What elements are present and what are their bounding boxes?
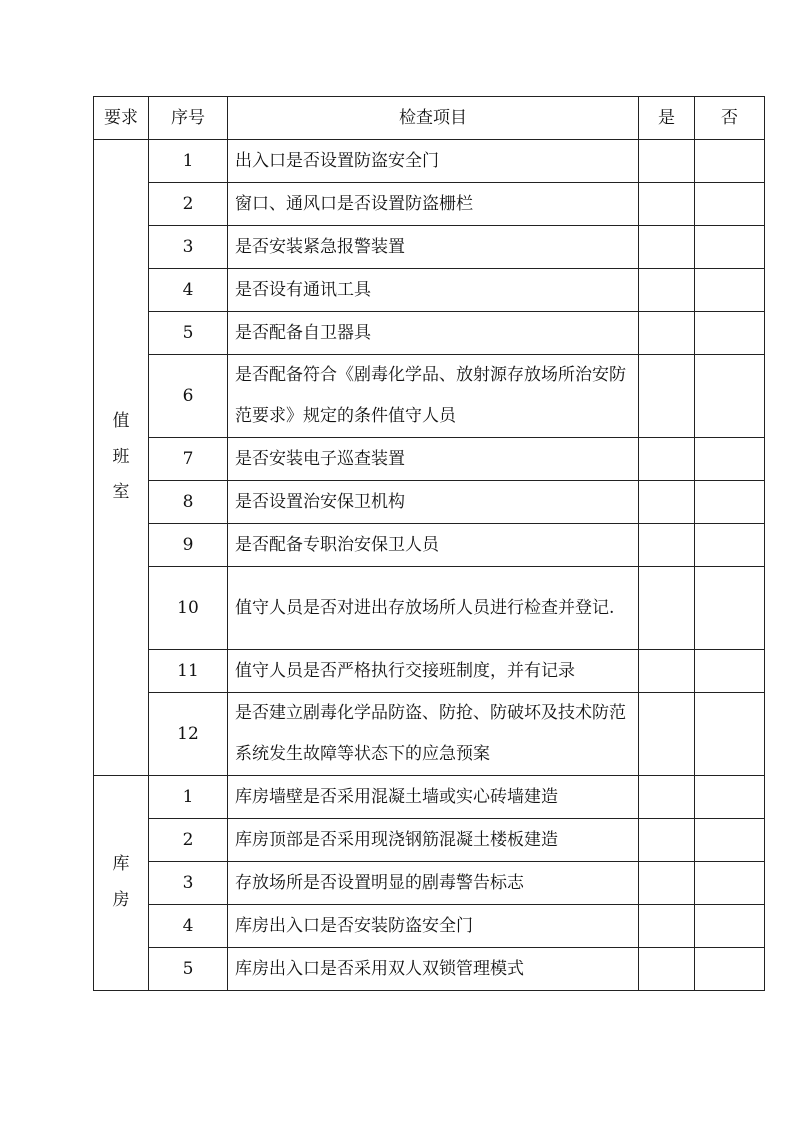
yes-cell[interactable] — [639, 312, 695, 355]
yes-cell[interactable] — [639, 481, 695, 524]
row-item: 值守人员是否对进出存放场所人员进行检查并登记. — [228, 567, 639, 650]
no-cell[interactable] — [695, 183, 765, 226]
yes-cell[interactable] — [639, 862, 695, 905]
table-row — [94, 567, 765, 650]
no-cell[interactable] — [695, 312, 765, 355]
row-item: 是否建立剧毒化学品防盗、防抢、防破坏及技术防范系统发生故障等状态下的应急预案 — [228, 693, 639, 776]
row-number: 2 — [149, 183, 228, 226]
yes-cell[interactable] — [639, 226, 695, 269]
no-cell[interactable] — [695, 438, 765, 481]
row-item: 是否设有通讯工具 — [228, 269, 639, 312]
inspection-checklist-table — [93, 96, 765, 991]
table-row — [94, 948, 765, 991]
no-cell[interactable] — [695, 650, 765, 693]
header-item: 检查项目 — [228, 97, 639, 140]
no-cell[interactable] — [695, 226, 765, 269]
no-cell[interactable] — [695, 862, 765, 905]
table-row — [94, 438, 765, 481]
row-number: 1 — [149, 776, 228, 819]
row-item: 是否安装电子巡查装置 — [228, 438, 639, 481]
row-number: 4 — [149, 905, 228, 948]
row-number: 1 — [149, 140, 228, 183]
table-row — [94, 226, 765, 269]
table-row — [94, 481, 765, 524]
no-cell[interactable] — [695, 140, 765, 183]
category-duty-room: 值班室 — [94, 140, 149, 776]
row-item: 是否安装紧急报警装置 — [228, 226, 639, 269]
row-item: 值守人员是否严格执行交接班制度，并有记录 — [228, 650, 639, 693]
yes-cell[interactable] — [639, 438, 695, 481]
row-item: 库房墙壁是否采用混凝土墙或实心砖墙建造 — [228, 776, 639, 819]
table-row — [94, 140, 765, 183]
yes-cell[interactable] — [639, 948, 695, 991]
row-number: 11 — [149, 650, 228, 693]
row-item: 是否配备专职治安保卫人员 — [228, 524, 639, 567]
yes-cell[interactable] — [639, 140, 695, 183]
table-row — [94, 693, 765, 776]
row-number: 5 — [149, 948, 228, 991]
table-row — [94, 905, 765, 948]
row-item: 是否设置治安保卫机构 — [228, 481, 639, 524]
row-item: 是否配备自卫器具 — [228, 312, 639, 355]
yes-cell[interactable] — [639, 183, 695, 226]
row-item: 库房顶部是否采用现浇钢筋混凝土楼板建造 — [228, 819, 639, 862]
row-number: 4 — [149, 269, 228, 312]
table-row — [94, 819, 765, 862]
row-number: 5 — [149, 312, 228, 355]
yes-cell[interactable] — [639, 819, 695, 862]
row-number: 3 — [149, 862, 228, 905]
header-requirement: 要求 — [94, 97, 149, 140]
table-row — [94, 312, 765, 355]
table-row — [94, 524, 765, 567]
no-cell[interactable] — [695, 524, 765, 567]
row-number: 10 — [149, 567, 228, 650]
row-number: 12 — [149, 693, 228, 776]
yes-cell[interactable] — [639, 524, 695, 567]
row-item: 库房出入口是否采用双人双锁管理模式 — [228, 948, 639, 991]
no-cell[interactable] — [695, 693, 765, 776]
header-no: 否 — [695, 97, 765, 140]
row-item: 窗口、通风口是否设置防盗栅栏 — [228, 183, 639, 226]
table-row — [94, 355, 765, 438]
row-number: 3 — [149, 226, 228, 269]
yes-cell[interactable] — [639, 905, 695, 948]
yes-cell[interactable] — [639, 269, 695, 312]
no-cell[interactable] — [695, 819, 765, 862]
no-cell[interactable] — [695, 481, 765, 524]
row-number: 2 — [149, 819, 228, 862]
category-warehouse: 库房 — [94, 776, 149, 991]
yes-cell[interactable] — [639, 693, 695, 776]
no-cell[interactable] — [695, 776, 765, 819]
row-item: 是否配备符合《剧毒化学品、放射源存放场所治安防范要求》规定的条件值守人员 — [228, 355, 639, 438]
table-row — [94, 183, 765, 226]
header-number: 序号 — [149, 97, 228, 140]
table-row — [94, 650, 765, 693]
yes-cell[interactable] — [639, 567, 695, 650]
row-number: 9 — [149, 524, 228, 567]
no-cell[interactable] — [695, 355, 765, 438]
row-item: 出入口是否设置防盗安全门 — [228, 140, 639, 183]
yes-cell[interactable] — [639, 776, 695, 819]
table-row — [94, 862, 765, 905]
yes-cell[interactable] — [639, 650, 695, 693]
yes-cell[interactable] — [639, 355, 695, 438]
row-number: 6 — [149, 355, 228, 438]
header-row — [94, 97, 765, 140]
no-cell[interactable] — [695, 567, 765, 650]
row-item: 存放场所是否设置明显的剧毒警告标志 — [228, 862, 639, 905]
header-yes: 是 — [639, 97, 695, 140]
table-row — [94, 269, 765, 312]
row-item: 库房出入口是否安装防盗安全门 — [228, 905, 639, 948]
table-row — [94, 776, 765, 819]
no-cell[interactable] — [695, 905, 765, 948]
no-cell[interactable] — [695, 948, 765, 991]
row-number: 7 — [149, 438, 228, 481]
no-cell[interactable] — [695, 269, 765, 312]
row-number: 8 — [149, 481, 228, 524]
